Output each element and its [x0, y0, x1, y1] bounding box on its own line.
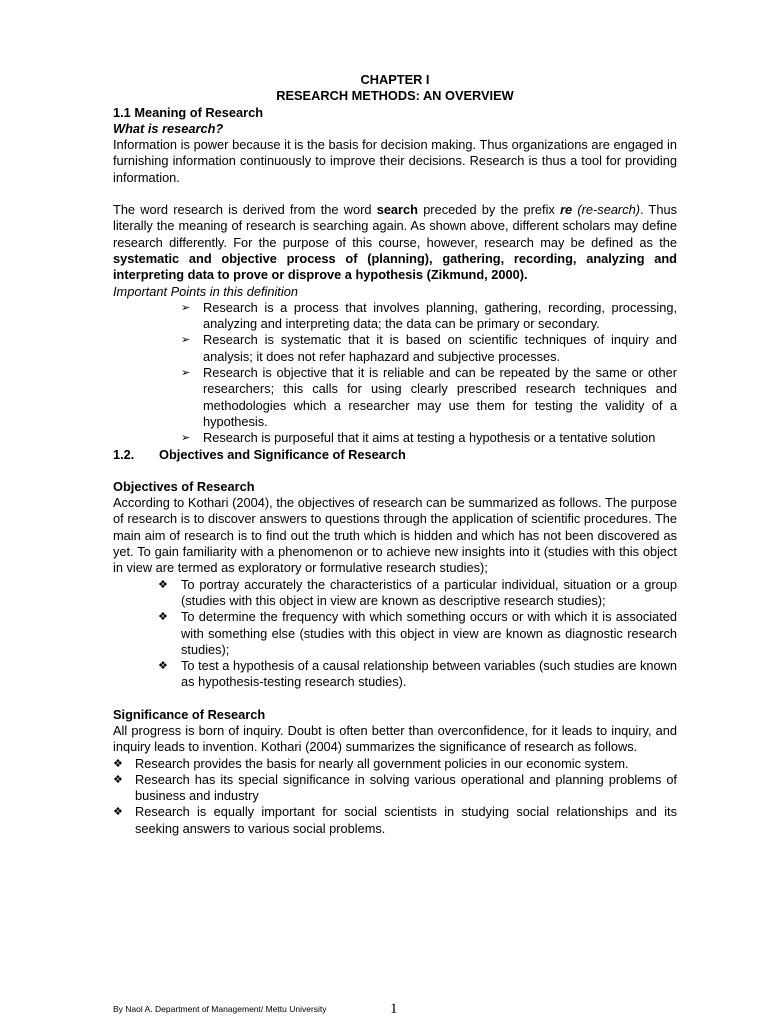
important-points-list	[113, 300, 677, 447]
list-item-text: Research has its special significance in solving various operational and planning problems of business and industry	[135, 771, 677, 804]
diamond-bullet-icon: ❖	[158, 659, 168, 673]
objectives-paragraph: According to Kothari (2004), the objectives of research can be summarized as follows. The purpose of research is to discover answers to questions through the application of scientific procedures. The main aim of research is to find out the truth which is hidden and which has not been discovered as yet. To gain familiarity with a phenomenon or to achieve new insights into it (studies with this object in view are termed as exploratory or formulative research studies);	[113, 495, 677, 576]
definition-prefix-re: re	[560, 202, 573, 218]
list-item-text: Research is purposeful that it aims at testing a hypothesis or a tentative solution	[203, 430, 656, 446]
objectives-heading: Objectives of Research	[113, 478, 255, 494]
definition-search-word: search	[376, 202, 418, 218]
objectives-list	[113, 577, 677, 691]
significance-list	[113, 756, 677, 837]
significance-paragraph: All progress is born of inquiry. Doubt is often better than overconfidence, for it leads to inquiry, and inquiry leads to invention. Kothari (2004) summarizes the significance of research as follows.	[113, 722, 677, 755]
list-item-text: To portray accurately the characteristics of a particular individual, situation or a group (studies with this object in view are known as descriptive research studies);	[181, 576, 677, 608]
list-item	[113, 300, 677, 333]
definition-text-3: . Thus literally the meaning of research is searching again. As shown above, different scholars may define research differently. For the purpose of this course, however, research may be defined as the	[113, 202, 677, 250]
list-item	[113, 577, 677, 610]
list-item-text: Research is equally important for social scientists in studying social relationships and its seeking answers to various social problems.	[135, 804, 677, 836]
diamond-bullet-icon: ❖	[113, 756, 123, 770]
chapter-label: CHAPTER I	[360, 72, 430, 87]
what-is-research-heading: What is research?	[113, 120, 224, 136]
diamond-bullet-icon: ❖	[158, 610, 168, 624]
spacer	[113, 463, 677, 479]
significance-heading: Significance of Research	[113, 706, 266, 722]
definition-bold-statement: systematic and objective process of (planning), gathering, recording, analyzing and interpreting data to prove or disprove a hypothesis (Zikmund, 2000).	[113, 250, 677, 283]
page-footer: By Naol A. Department of Management/ Mettu University	[113, 1004, 327, 1014]
list-item-text: To test a hypothesis of a causal relationship between variables (such studies are known as hypothesis-testing research studies).	[181, 658, 677, 690]
section-1-2-title: Objectives and Significance of Research	[159, 446, 406, 462]
list-item-text: Research is objective that it is reliable and can be repeated by the same or other researchers; this calls for using clearly prescribed research techniques and methodologies which a researcher may use them for testing the validity of a hypothesis.	[203, 365, 677, 429]
list-item	[113, 430, 677, 446]
arrow-bullet-icon: ➢	[181, 366, 191, 380]
diamond-bullet-icon: ❖	[113, 772, 123, 786]
section-1-2-number: 1.2.	[113, 446, 135, 462]
section-1-2-heading	[113, 447, 677, 463]
arrow-bullet-icon: ➢	[181, 333, 191, 347]
intro-paragraph: Information is power because it is the basis for decision making. Thus organizations are engaged in furnishing information continuously to improve their decisions. Research is thus a tool for providing information.	[113, 137, 677, 185]
list-item-text: To determine the frequency with which something occurs or with which it is associated with something else (studies with this object in view are known as diagnostic research studies);	[181, 609, 677, 657]
definition-text-1: The word research is derived from the word	[113, 202, 377, 218]
chapter-title: RESEARCH METHODS: AN OVERVIEW	[276, 88, 514, 104]
list-item	[113, 658, 677, 691]
arrow-bullet-icon: ➢	[181, 431, 191, 445]
section-1-1-heading: 1.1 Meaning of Research	[113, 104, 264, 120]
page-number: 1	[390, 1001, 398, 1017]
list-item	[113, 365, 677, 430]
page-content	[113, 72, 677, 837]
spacer	[113, 691, 677, 707]
list-item	[113, 804, 677, 837]
list-item	[113, 609, 677, 658]
diamond-bullet-icon: ❖	[158, 577, 168, 591]
list-item-text: Research is a process that involves planning, gathering, recording, processing, analyzing and interpreting data; the data can be primary or secondary.	[203, 299, 677, 332]
arrow-bullet-icon: ➢	[181, 300, 191, 314]
list-item-text: Research is systematic that it is based on scientific techniques of inquiry and analysis; it does not refer haphazard and subjective processes.	[203, 332, 677, 364]
list-item-text: Research provides the basis for nearly all government policies in our economic system.	[135, 755, 629, 771]
list-item	[113, 756, 677, 772]
diamond-bullet-icon: ❖	[113, 805, 123, 819]
list-item	[113, 772, 677, 805]
definition-paragraph	[113, 202, 677, 283]
definition-re-search: (re-search)	[572, 202, 640, 218]
important-points-label: Important Points in this definition	[113, 283, 298, 299]
definition-text-2: preceded by the prefix	[417, 202, 561, 218]
spacer	[113, 186, 677, 202]
list-item	[113, 332, 677, 365]
